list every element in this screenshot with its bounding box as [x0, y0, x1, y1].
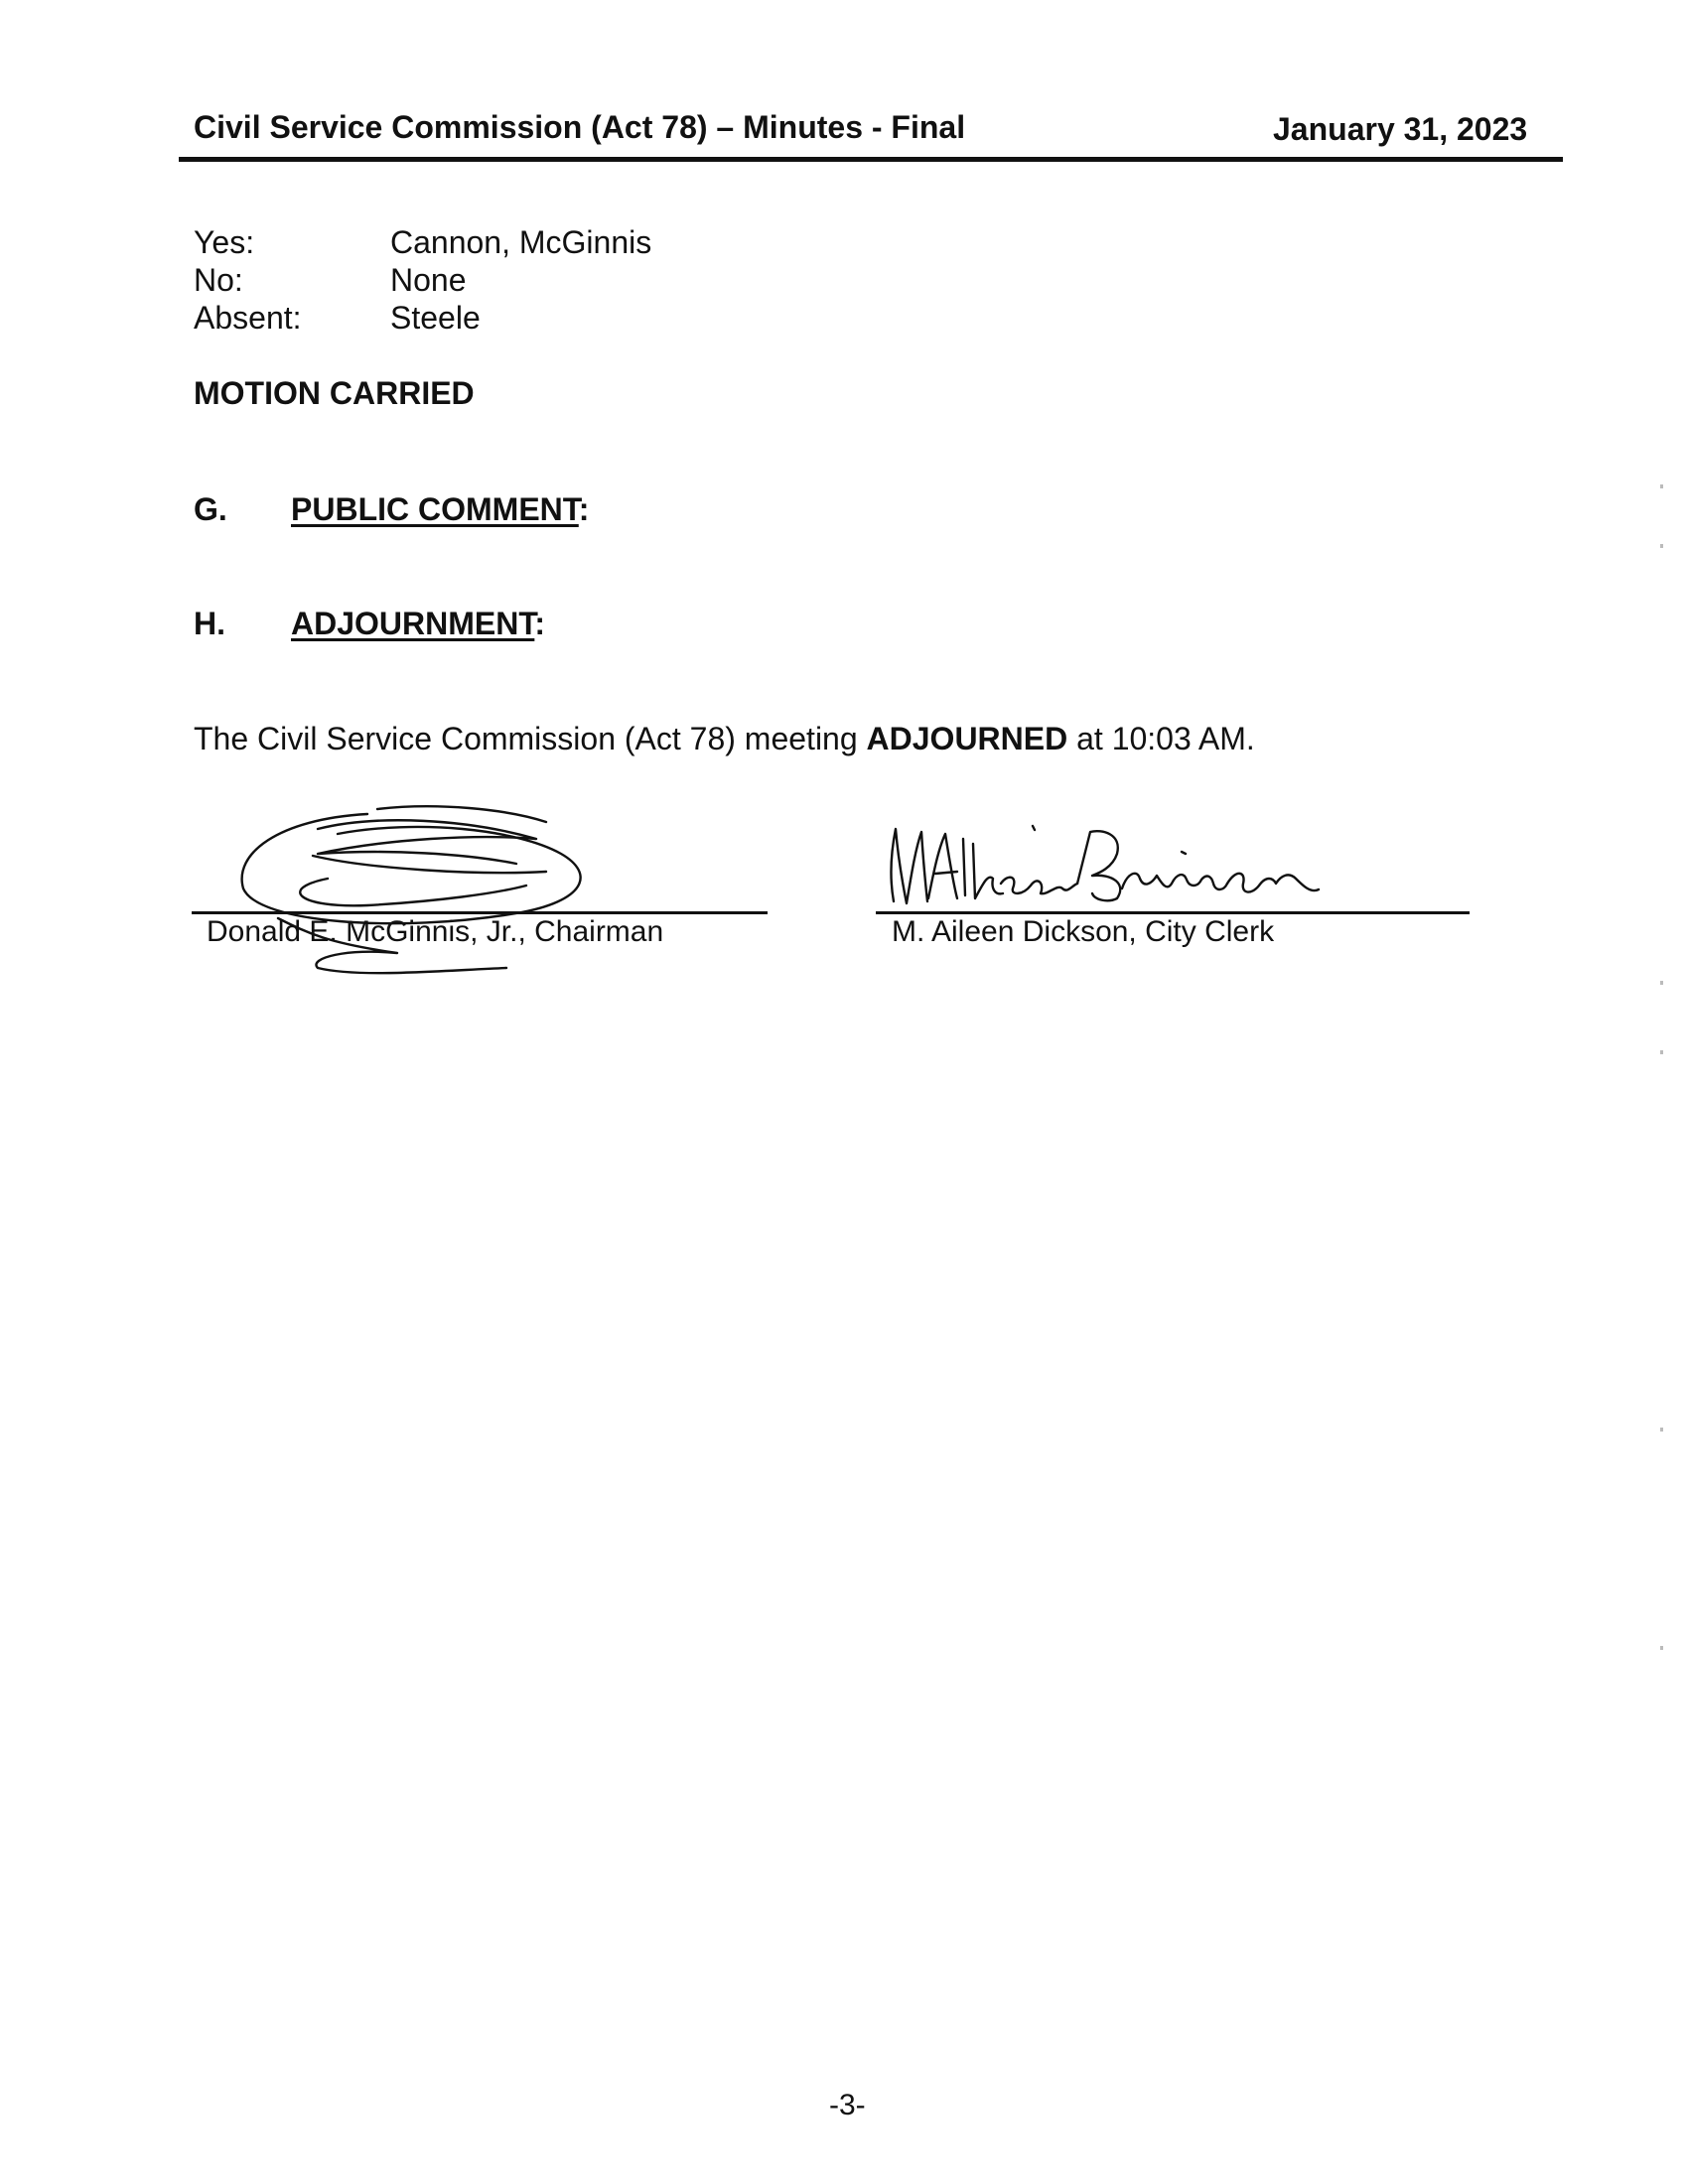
vote-no-value: None [390, 262, 467, 298]
section-g-colon: : [578, 491, 590, 527]
page-number: -3- [829, 2089, 866, 2121]
section-h-colon: : [534, 606, 545, 641]
vote-yes-value: Cannon, McGinnis [390, 224, 652, 260]
chairman-signature-line [192, 911, 768, 914]
scan-mark [1660, 484, 1663, 488]
scan-mark [1660, 1428, 1663, 1432]
section-h-title: ADJOURNMENT [291, 606, 535, 641]
chairman-signature-image [218, 794, 616, 983]
vote-yes-label: Yes: [194, 224, 255, 260]
clerk-name: M. Aileen Dickson, City Clerk [892, 915, 1275, 948]
section-h-letter: H. [194, 606, 225, 641]
scan-mark [1660, 1050, 1663, 1054]
adjournment-text-before: The Civil Service Commission (Act 78) meeting [194, 721, 867, 756]
motion-result: MOTION CARRIED [194, 375, 475, 411]
document-date: January 31, 2023 [1273, 111, 1528, 147]
vote-absent-value: Steele [390, 300, 481, 336]
adjournment-text-after: at 10:03 AM. [1067, 721, 1255, 756]
section-g-title: PUBLIC COMMENT [291, 491, 579, 527]
header-rule [179, 157, 1563, 162]
scan-mark [1660, 981, 1663, 985]
vote-absent-label: Absent: [194, 300, 302, 336]
section-h-heading [291, 606, 545, 642]
document-title: Civil Service Commission (Act 78) – Minutes - Final [194, 109, 966, 145]
clerk-signature-line [876, 911, 1470, 914]
clerk-signature-image [874, 814, 1370, 923]
adjournment-emphasis: ADJOURNED [866, 721, 1068, 756]
scan-mark [1660, 544, 1663, 548]
scan-mark [1660, 1646, 1663, 1650]
section-g-letter: G. [194, 491, 227, 527]
section-g-heading [291, 491, 589, 528]
chairman-name: Donald E. McGinnis, Jr., Chairman [207, 915, 664, 948]
adjournment-statement [194, 721, 1255, 757]
vote-no-label: No: [194, 262, 243, 298]
